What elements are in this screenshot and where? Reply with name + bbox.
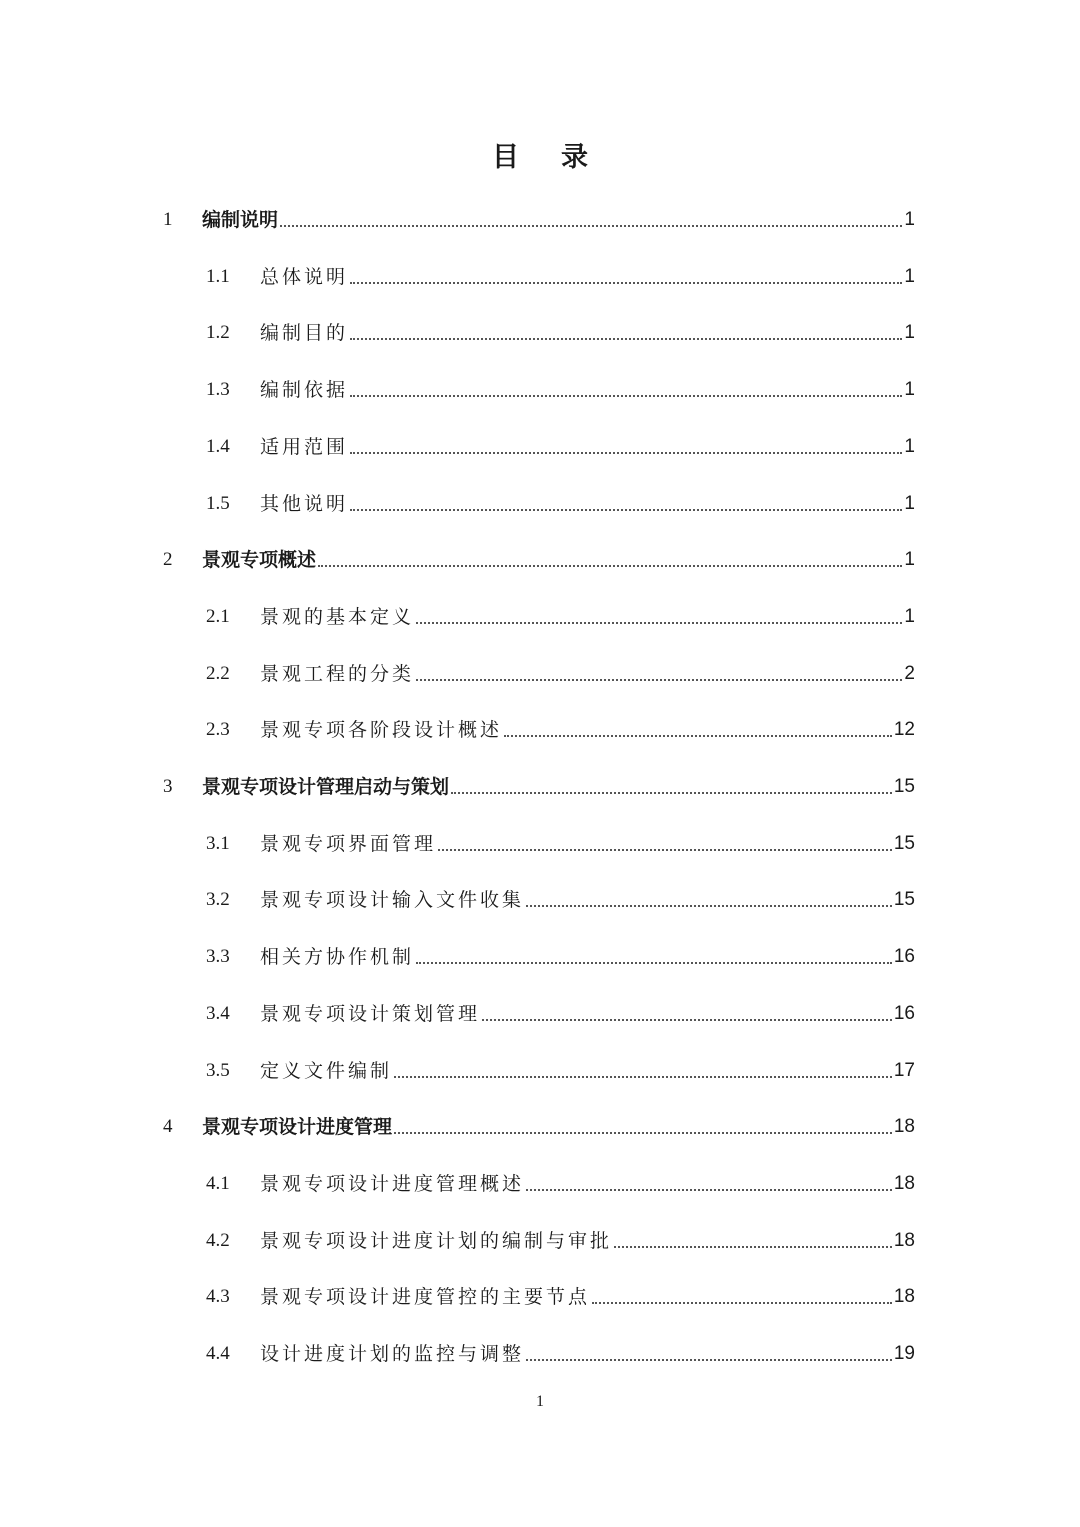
toc-entry-label: 景观专项概述 bbox=[202, 549, 317, 572]
toc-dot-leader bbox=[504, 735, 892, 737]
toc-entry-label: 定义文件编制 bbox=[260, 1059, 393, 1082]
toc-entry[interactable] bbox=[206, 1047, 915, 1083]
toc-entry-number: 3.5 bbox=[206, 1059, 230, 1081]
toc-entry[interactable] bbox=[163, 196, 915, 232]
toc-entry-number: 1.5 bbox=[206, 492, 230, 514]
page-number-footer: 1 bbox=[536, 1393, 544, 1410]
toc-entry-page: 16 bbox=[893, 946, 915, 968]
toc-entry-label: 编制目的 bbox=[260, 322, 349, 345]
toc-entry-number: 2.1 bbox=[206, 605, 230, 627]
toc-dot-leader bbox=[482, 1019, 892, 1021]
toc-dot-leader bbox=[350, 282, 902, 284]
toc-entry-number: 4.3 bbox=[206, 1286, 230, 1308]
toc-entry-label: 景观工程的分类 bbox=[260, 662, 415, 685]
toc-entry-number: 3.4 bbox=[206, 1002, 230, 1024]
toc-entry-number: 2 bbox=[163, 549, 173, 571]
title-char-1: 目 bbox=[492, 142, 519, 173]
toc-entry-label: 总体说明 bbox=[260, 265, 349, 288]
toc-entry[interactable] bbox=[163, 1103, 915, 1139]
toc-entry[interactable] bbox=[206, 1330, 915, 1366]
toc-dot-leader bbox=[280, 225, 902, 227]
toc-entry-page: 1 bbox=[904, 379, 915, 401]
toc-dot-leader bbox=[526, 1189, 892, 1191]
toc-entry[interactable] bbox=[206, 423, 915, 459]
toc-entry[interactable] bbox=[206, 650, 915, 686]
toc-entry-number: 1.4 bbox=[206, 435, 230, 457]
toc-entry[interactable] bbox=[206, 593, 915, 629]
toc-dot-leader bbox=[416, 679, 902, 681]
toc-entry-number: 1 bbox=[163, 209, 173, 230]
toc-entry-number: 1.3 bbox=[206, 379, 230, 401]
toc-entry-label: 景观专项设计策划管理 bbox=[260, 1002, 481, 1025]
toc-entry-number: 1.2 bbox=[206, 322, 230, 344]
toc-dot-leader bbox=[350, 452, 902, 454]
toc-entry[interactable] bbox=[206, 309, 915, 345]
toc-dot-leader bbox=[438, 849, 892, 851]
toc-entry-label: 设计进度计划的监控与调整 bbox=[260, 1343, 525, 1365]
toc-dot-leader bbox=[451, 792, 892, 794]
toc-entry-label: 景观专项设计进度计划的编制与审批 bbox=[260, 1229, 613, 1252]
toc-entry-label: 景观专项设计进度管理概述 bbox=[260, 1172, 525, 1195]
toc-entry-label: 适用范围 bbox=[260, 435, 349, 458]
toc-entry-page: 1 bbox=[904, 605, 915, 627]
toc-dot-leader bbox=[350, 338, 902, 340]
toc-entry-page: 15 bbox=[893, 776, 915, 797]
title-char-2: 录 bbox=[561, 142, 588, 173]
toc-entry[interactable] bbox=[163, 763, 915, 799]
toc-entry-label: 景观专项设计输入文件收集 bbox=[260, 889, 525, 912]
toc-entry-number: 2.3 bbox=[206, 719, 230, 741]
toc-entry-page: 15 bbox=[893, 832, 915, 854]
toc-entry-page: 1 bbox=[904, 435, 915, 457]
toc-entry-page: 18 bbox=[893, 1172, 915, 1194]
toc-entry-number: 3.3 bbox=[206, 946, 230, 968]
toc-entry-page: 15 bbox=[893, 889, 915, 911]
toc-dot-leader bbox=[614, 1246, 892, 1248]
toc-entry[interactable] bbox=[206, 876, 915, 912]
toc-entry-page: 2 bbox=[904, 662, 915, 684]
toc-entry-number: 3 bbox=[163, 776, 173, 797]
toc-dot-leader bbox=[318, 565, 902, 567]
toc-entry[interactable] bbox=[206, 1217, 915, 1253]
toc-entry-page: 1 bbox=[904, 549, 915, 571]
toc-dot-leader bbox=[592, 1302, 892, 1304]
toc-dot-leader bbox=[394, 1132, 892, 1134]
toc-entry-page: 1 bbox=[904, 265, 915, 287]
toc-entry-label: 景观专项设计管理启动与策划 bbox=[202, 776, 450, 798]
toc-entry[interactable] bbox=[206, 480, 915, 516]
toc-entry-number: 4 bbox=[163, 1116, 173, 1138]
toc-entry-label: 相关方协作机制 bbox=[260, 946, 415, 969]
toc-dot-leader bbox=[416, 622, 902, 624]
toc-entry-number: 3.1 bbox=[206, 832, 230, 854]
toc-entry-number: 2.2 bbox=[206, 662, 230, 684]
toc-entry[interactable] bbox=[206, 1273, 915, 1309]
toc-entry-label: 景观的基本定义 bbox=[260, 605, 415, 628]
toc-entry-label: 其他说明 bbox=[260, 492, 349, 515]
toc-entry-page: 17 bbox=[893, 1059, 915, 1081]
toc-entry-page: 18 bbox=[893, 1229, 915, 1251]
toc-entry-number: 1.1 bbox=[206, 265, 230, 287]
toc-dot-leader bbox=[350, 509, 902, 511]
toc-entry[interactable] bbox=[206, 366, 915, 402]
toc-entry-label: 景观专项界面管理 bbox=[260, 832, 437, 855]
toc-entry[interactable] bbox=[206, 1160, 915, 1196]
toc-entry-number: 3.2 bbox=[206, 889, 230, 911]
toc-entry-label: 景观专项设计进度管控的主要节点 bbox=[260, 1286, 591, 1309]
toc-dot-leader bbox=[394, 1076, 892, 1078]
toc-dot-leader bbox=[526, 1359, 892, 1361]
toc-dot-leader bbox=[350, 395, 902, 397]
toc-entry-label: 编制说明 bbox=[202, 209, 279, 231]
toc-entry-page: 18 bbox=[893, 1116, 915, 1138]
toc-entry[interactable] bbox=[206, 253, 915, 289]
toc-entry-label: 景观专项各阶段设计概述 bbox=[260, 719, 503, 742]
toc-dot-leader bbox=[416, 962, 892, 964]
toc-entry-page: 1 bbox=[904, 209, 915, 230]
toc-entry-page: 1 bbox=[904, 492, 915, 514]
toc-dot-leader bbox=[526, 905, 892, 907]
toc-entry-page: 1 bbox=[904, 322, 915, 344]
toc-entry-page: 19 bbox=[893, 1343, 915, 1364]
toc-entry-number: 4.2 bbox=[206, 1229, 230, 1251]
page-title bbox=[0, 138, 1080, 178]
toc-entry-number: 4.4 bbox=[206, 1343, 230, 1364]
toc-entry[interactable] bbox=[206, 933, 915, 969]
toc-entry[interactable] bbox=[206, 990, 915, 1026]
toc-entry[interactable] bbox=[206, 706, 915, 742]
toc-entry-page: 18 bbox=[893, 1286, 915, 1308]
toc-entry-number: 4.1 bbox=[206, 1172, 230, 1194]
toc-entry-page: 12 bbox=[893, 719, 915, 741]
toc-entry[interactable] bbox=[206, 820, 915, 856]
toc-entry-page: 16 bbox=[893, 1002, 915, 1024]
toc-entry-label: 编制依据 bbox=[260, 379, 349, 402]
toc-entry[interactable] bbox=[163, 536, 915, 572]
toc-entry-label: 景观专项设计进度管理 bbox=[202, 1116, 393, 1139]
